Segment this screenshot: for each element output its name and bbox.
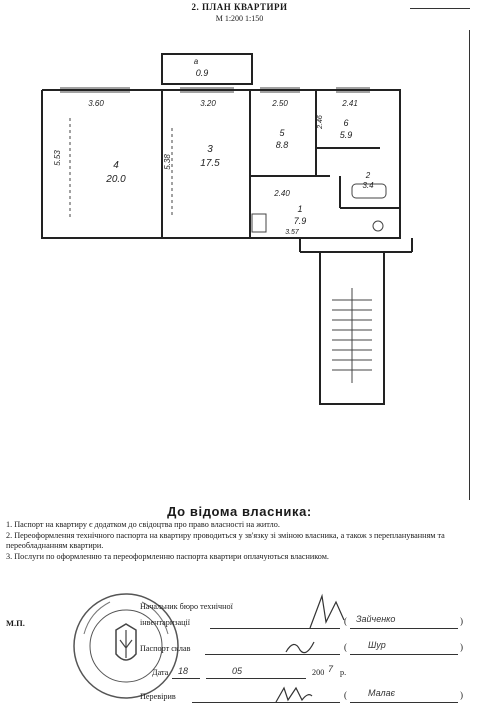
toilet-symbol [373, 221, 383, 231]
room4-number: 4 [113, 160, 119, 171]
date-day: 18 [178, 666, 189, 676]
made-name-line [350, 654, 458, 655]
plan-scale: М 1:200 1:150 [215, 14, 264, 23]
room1-width: 2.40 [274, 189, 290, 198]
extra-dimension-a: 2.46 [317, 115, 324, 129]
made-label: Паспорт склав [140, 644, 191, 653]
room3-area: 17.5 [200, 158, 220, 169]
checked-signature-line [192, 702, 340, 703]
head-name: Зайченко [356, 614, 396, 624]
room3-width: 3.20 [200, 99, 216, 108]
checked-label: Перевірив [140, 692, 176, 701]
room1-area: 7.9 [293, 216, 307, 226]
date-suffix: р. [340, 668, 347, 677]
plan-title: 2. ПЛАН КВАРТИРИ [191, 2, 288, 12]
owner-notes [6, 520, 472, 562]
made-signature-scribble [282, 634, 322, 658]
date-year-prefix: 200 [312, 668, 325, 677]
extra-dimension-b: 3.57 [285, 229, 299, 236]
room2-number: 2 [365, 171, 371, 180]
owner-notice-heading: До відома власника: [167, 504, 312, 519]
stove-symbol [252, 214, 266, 232]
owner-note-3: 3. Послуги по оформленню та переоформленню паспорта квартири оплачуються власником. [6, 551, 329, 561]
date-prefix: Дата [152, 668, 169, 677]
room6-area: 5.9 [339, 130, 353, 140]
owner-note-2: 2. Переоформлення технічного паспорта на квартиру проводиться у зв'язку зі зміною власника, а також з переплануванням та переобладнанням квартири. [6, 530, 445, 550]
room5-area: 8.8 [275, 140, 289, 150]
room3-number: 3 [207, 144, 213, 155]
outer-wall [42, 90, 400, 238]
date-day-line [172, 678, 200, 679]
head-label-line2: інвентаризації [140, 618, 191, 627]
right-border-line [469, 30, 470, 500]
room4-area: 20.0 [106, 174, 126, 185]
balcony-area: 0.9 [195, 68, 209, 78]
checked-name: Малає [368, 688, 396, 698]
room1-number: 1 [297, 204, 303, 214]
room4-depth: 5.53 [53, 150, 62, 166]
signature-block: М.П. Начальник бюро технічної інвентаризації ( Зайченко ) Паспорт склав ( Шур ) Дата 18 05 200 7 р. Перевірив ( Малає ) [0, 590, 479, 720]
room5-width: 2.50 [272, 99, 288, 108]
checked-name-line [350, 702, 458, 703]
room6-width: 2.41 [342, 99, 358, 108]
owner-note-1: 1. Паспорт на квартиру є додатком до свідоцтва про право власності на житло. [6, 520, 280, 529]
room6-number: 6 [343, 118, 349, 128]
date-month-line [206, 678, 306, 679]
room4-width: 3.60 [88, 99, 104, 108]
date-month: 05 [232, 666, 243, 676]
date-year-digit: 7 [328, 664, 334, 674]
head-name-line [350, 628, 458, 629]
room2-area: 3.4 [362, 181, 374, 190]
stamp-place-label: М.П. [6, 618, 25, 628]
head-label-line1: Начальник бюро технічної [140, 602, 233, 611]
made-name: Шур [368, 640, 386, 650]
floor-plan-drawing [20, 38, 460, 418]
balcony-number: а [193, 57, 199, 66]
room3-depth: 5.38 [163, 154, 172, 170]
floor-plan [20, 38, 460, 418]
checked-signature-scribble [272, 682, 316, 706]
room5-number: 5 [279, 128, 285, 138]
head-signature-scribble [300, 592, 350, 632]
